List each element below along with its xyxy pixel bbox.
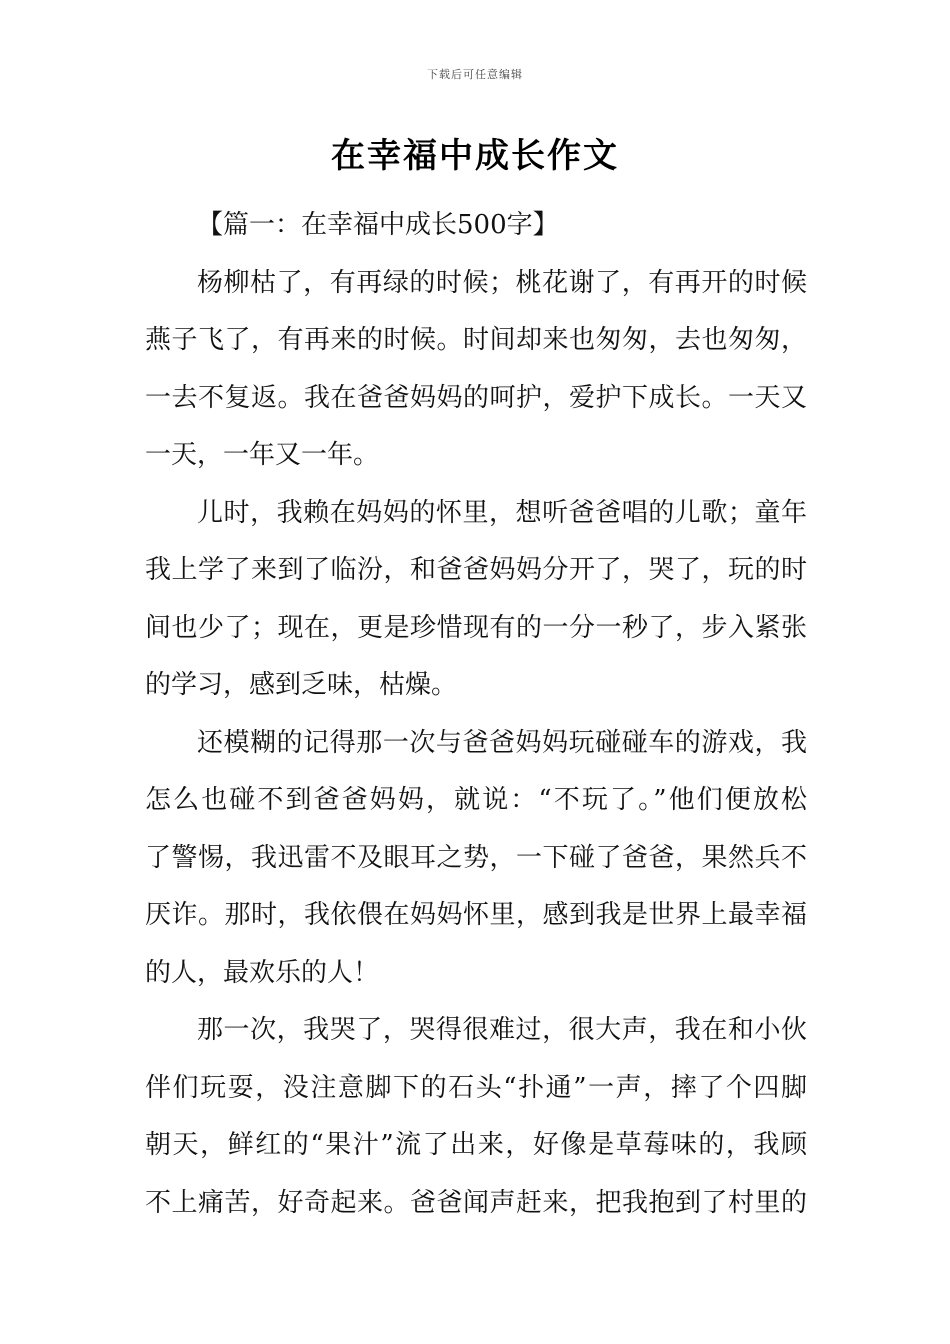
paragraph-line: 的人，最欢乐的人！ (145, 957, 380, 988)
paragraph-line: 一去不复返。我在爸爸妈妈的呵护，爱护下成长。一天又 (145, 382, 807, 413)
paragraph-line: 不上痛苦，好奇起来。爸爸闻声赶来，把我抱到了村里的 (145, 1187, 807, 1218)
paragraph-line: 间也少了；现在，更是珍惜现有的一分一秒了，步入紧张 (145, 612, 807, 643)
paragraph-line: 杨柳枯了，有再绿的时候；桃花谢了，有再开的时候 (197, 267, 807, 298)
header-note: 下载后可任意编辑 (427, 68, 523, 81)
paragraph-line: 燕子飞了，有再来的时候。时间却来也匆匆，去也匆匆， (145, 325, 807, 355)
paragraph-line: 那一次，我哭了，哭得很难过，很大声，我在和小伙 (197, 1015, 807, 1045)
document-title: 在幸福中成长作文 (331, 136, 619, 176)
section-heading: 【篇一：在幸福中成长500字】 (197, 210, 559, 240)
paragraph-1 (145, 255, 807, 485)
paragraph-2 (145, 485, 807, 715)
paragraph-4 (145, 1002, 807, 1232)
paragraph-line: 我上学了来到了临汾，和爸爸妈妈分开了，哭了，玩的时 (145, 555, 807, 585)
paragraph-line: 一天，一年又一年。 (145, 440, 380, 470)
paragraph-line: 怎么也碰不到爸爸妈妈，就说：“不玩了。”他们便放松 (145, 785, 807, 815)
paragraph-line: 朝天，鲜红的“果汁”流了出来，好像是草莓味的，我顾 (145, 1130, 807, 1160)
paragraph-line: 儿时，我赖在妈妈的怀里，想听爸爸唱的儿歌；童年 (197, 497, 807, 528)
paragraph-line: 伴们玩耍，没注意脚下的石头“扑通”一声，摔了个四脚 (145, 1072, 807, 1103)
paragraph-line: 了警惕，我迅雷不及眼耳之势，一下碰了爸爸，果然兵不 (145, 842, 807, 873)
paragraph-3 (145, 715, 807, 1003)
paragraph-line: 厌诈。那时，我依偎在妈妈怀里，感到我是世界上最幸福 (145, 900, 807, 930)
article-body (145, 197, 807, 1232)
paragraph-line: 的学习，感到乏味，枯燥。 (145, 670, 458, 700)
paragraph-line: 还模糊的记得那一次与爸爸妈妈玩碰碰车的游戏，我 (197, 727, 807, 758)
